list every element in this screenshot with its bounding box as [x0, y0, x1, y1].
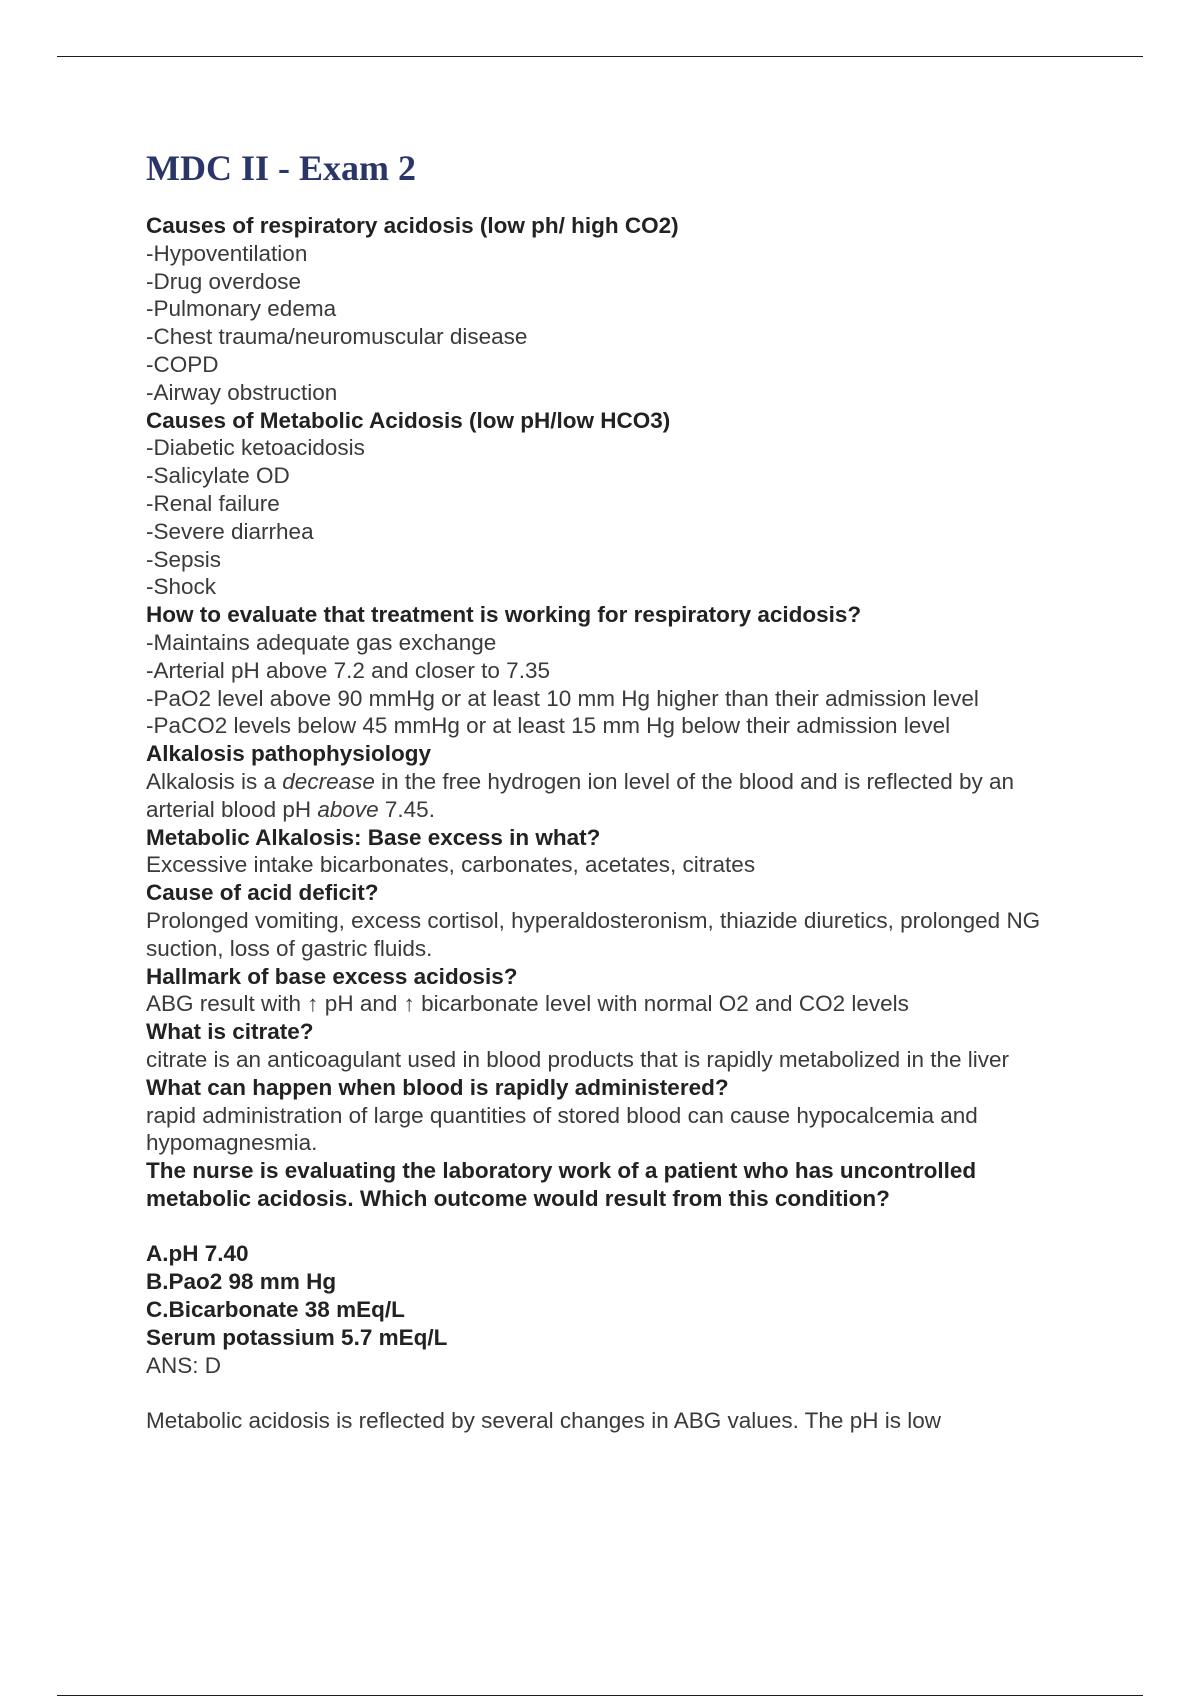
list-item: -PaCO2 levels below 45 mmHg or at least 15 mm Hg below their admission level [146, 713, 951, 739]
list-item: -Hypoventilation [146, 240, 308, 266]
list-item: -PaO2 level above 90 mmHg or at least 10 mm Hg higher than their admission level [146, 685, 979, 711]
paragraph: Prolonged vomiting, excess cortisol, hyperaldosteronism, thiazide diuretics, prolonged NG suction, loss of gastric fluids. [146, 907, 1041, 961]
list-item: -Shock [146, 574, 217, 600]
list-item: -Drug overdose [146, 268, 302, 294]
answer-option: B.Pao2 98 mm Hg [146, 1269, 337, 1295]
section-heading: How to evaluate that treatment is working for respiratory acidosis? [146, 602, 862, 628]
text-run: in the free hydrogen ion level of the blood and is reflected by an arterial blood pH [146, 768, 1015, 822]
section-heading: What can happen when blood is rapidly administered? [146, 1074, 729, 1100]
answer-option: C.Bicarbonate 38 mEq/L [146, 1297, 405, 1323]
answer-key: ANS: D [146, 1352, 222, 1378]
section-heading: Causes of respiratory acidosis (low ph/ high CO2) [146, 213, 679, 238]
footer-rule [57, 1695, 1143, 1696]
list-item: -Salicylate OD [146, 463, 290, 489]
answer-option: A.pH 7.40 [146, 1241, 249, 1267]
list-item: -Arterial pH above 7.2 and closer to 7.35 [146, 657, 550, 683]
section-heading: Cause of acid deficit? [146, 880, 379, 906]
list-item: -Sepsis [146, 546, 222, 572]
list-item: -Airway obstruction [146, 379, 338, 405]
emphasis-text: above [317, 796, 379, 822]
emphasis-text: decrease [282, 768, 375, 794]
list-item: -COPD [146, 351, 219, 377]
list-item: -Pulmonary edema [146, 296, 337, 322]
section-heading: Alkalosis pathophysiology [146, 741, 432, 767]
answer-option: Serum potassium 5.7 mEq/L [146, 1324, 448, 1350]
paragraph: Excessive intake bicarbonates, carbonates, acetates, citrates [146, 852, 756, 878]
paragraph-alkalosis [146, 768, 1086, 824]
list-item: -Severe diarrhea [146, 518, 314, 544]
section-heading: What is citrate? [146, 1019, 314, 1045]
paragraph: ABG result with ↑ pH and ↑ bicarbonate level with normal O2 and CO2 levels [146, 991, 909, 1017]
rationale-text: Metabolic acidosis is reflected by several changes in ABG values. The pH is low [146, 1408, 941, 1434]
header-rule [57, 56, 1143, 57]
list-item: -Chest trauma/neuromuscular disease [146, 324, 528, 350]
list-item: -Diabetic ketoacidosis [146, 435, 365, 461]
section-heading: Causes of Metabolic Acidosis (low pH/low HCO3) [146, 407, 671, 433]
list-item: -Renal failure [146, 490, 280, 516]
document-title: MDC II - Exam 2 [146, 148, 416, 188]
text-run: Alkalosis is a [146, 768, 283, 794]
paragraph: citrate is an anticoagulant used in blood products that is rapidly metabolized in the liver [146, 1046, 1009, 1072]
text-run: 7.45. [378, 796, 435, 822]
spacer [146, 1213, 1086, 1241]
section-heading: Hallmark of base excess acidosis? [146, 963, 518, 989]
spacer [146, 1379, 1086, 1407]
document-body [146, 146, 1086, 1435]
paragraph: rapid administration of large quantities of stored blood can cause hypocalcemia and hypomagnesmia. [146, 1102, 978, 1156]
question-stem: The nurse is evaluating the laboratory work of a patient who has uncontrolled metabolic acidosis. Which outcome would result from this condition? [146, 1158, 977, 1211]
list-item: -Maintains adequate gas exchange [146, 629, 497, 655]
section-heading: Metabolic Alkalosis: Base excess in what? [146, 824, 601, 850]
